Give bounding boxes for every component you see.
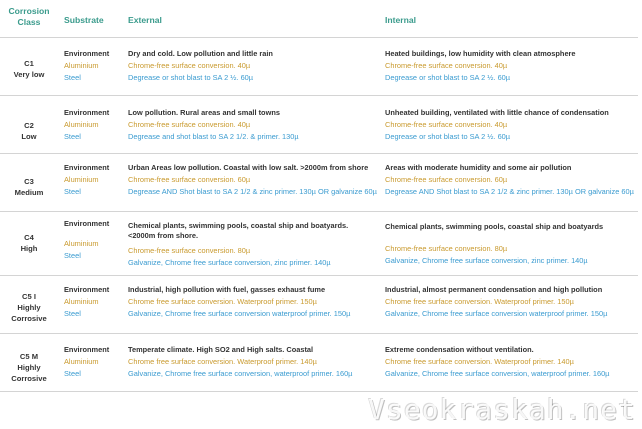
class-code: C5 M — [19, 352, 39, 361]
internal-environment: Unheated building, ventilated with little chance of condensation — [385, 108, 609, 117]
external-environment: Temperate climate. High SO2 and High salts. Coastal — [128, 345, 314, 354]
internal-environment: Industrial, almost permanent condensation and high pollution — [385, 285, 603, 294]
internal-steel: Galvanize, Chrome free surface conversion, waterproof primer. 160µ — [385, 369, 610, 378]
internal-steel: Galvanize, Chrome free surface conversion waterproof primer. 150µ — [385, 309, 608, 318]
class-code: C2 — [24, 121, 34, 130]
class-level: Highly — [17, 303, 41, 312]
internal-cell — [385, 48, 640, 84]
external-cell — [128, 48, 378, 84]
external-steel: Galvanize, Chrome free surface conversion, waterproof primer. 160µ — [128, 369, 353, 378]
substrate-cell — [64, 218, 124, 262]
class-code: C4 — [24, 233, 34, 242]
substrate-steel: Steel — [64, 187, 81, 196]
substrate-cell — [64, 162, 124, 198]
watermark: Vseokraskah.net — [368, 393, 636, 426]
substrate-environment: Environment — [64, 163, 110, 172]
external-steel: Galvanize, Chrome free surface conversion waterproof primer. 150µ — [128, 309, 351, 318]
class-cell — [0, 232, 58, 254]
external-environment: Industrial, high pollution with fuel, gasses exhaust fume — [128, 285, 326, 294]
header-corrosion-class: Corrosion Class — [8, 6, 50, 27]
internal-steel: Degrease AND Shot blast to SA 2 1/2 & zinc primer. 130µ OR galvanize 60µ — [385, 187, 634, 196]
substrate-cell — [64, 284, 124, 320]
external-aluminium: Chrome-free surface conversion. 60µ — [128, 175, 251, 184]
class-level: Medium — [14, 188, 44, 197]
external-cell — [128, 162, 378, 198]
external-aluminium: Chrome free surface conversion. Waterproof primer. 140µ — [128, 357, 317, 366]
table-row — [0, 96, 642, 154]
internal-cell — [385, 162, 640, 198]
substrate-steel: Steel — [64, 251, 81, 260]
table-row — [0, 212, 642, 276]
internal-aluminium: Chrome-free surface conversion. 40µ — [385, 61, 508, 70]
substrate-environment: Environment — [64, 345, 110, 354]
external-environment: Dry and cold. Low pollution and little rain — [128, 49, 273, 58]
substrate-aluminium: Aluminium — [64, 239, 99, 248]
row-divider — [0, 391, 638, 392]
external-environment: Low pollution. Rural areas and small towns — [128, 108, 280, 117]
class-level: Very low — [13, 70, 45, 79]
internal-aluminium: Chrome-free surface conversion. 80µ — [385, 244, 508, 253]
external-cell — [128, 221, 378, 269]
external-aluminium: Chrome-free surface conversion. 40µ — [128, 120, 251, 129]
internal-cell — [385, 221, 640, 267]
internal-aluminium: Chrome free surface conversion. Waterproof primer. 140µ — [385, 357, 574, 366]
external-steel: Degrease or shot blast to SA 2 ½. 60µ — [128, 73, 254, 82]
substrate-steel: Steel — [64, 132, 81, 141]
class-code: C1 — [24, 59, 34, 68]
substrate-environment: Environment — [64, 49, 110, 58]
substrate-aluminium: Aluminium — [64, 357, 99, 366]
class-cell — [0, 120, 58, 142]
class-level: High — [20, 244, 38, 253]
external-aluminium: Chrome free surface conversion. Waterproof primer. 150µ — [128, 297, 317, 306]
internal-cell — [385, 284, 640, 320]
internal-aluminium: Chrome-free surface conversion. 60µ — [385, 175, 508, 184]
external-aluminium: Chrome-free surface conversion. 40µ — [128, 61, 251, 70]
substrate-aluminium: Aluminium — [64, 175, 99, 184]
header-substrate: Substrate — [64, 15, 104, 25]
internal-environment: Chemical plants, swimming pools, coastal ship and boatyards — [385, 222, 604, 231]
internal-steel: Galvanize, Chrome free surface conversion, zinc primer. 140µ — [385, 256, 588, 265]
class-level: Highly — [17, 363, 41, 372]
external-cell — [128, 284, 378, 320]
table-row — [0, 334, 642, 392]
internal-steel: Degrease or shot blast to SA 2 ½. 60µ — [385, 132, 511, 141]
substrate-cell — [64, 107, 124, 143]
header-external: External — [128, 15, 162, 25]
table-row — [0, 154, 642, 212]
class-code: C3 — [24, 177, 34, 186]
substrate-steel: Steel — [64, 309, 81, 318]
substrate-cell — [64, 48, 124, 84]
header-internal: Internal — [385, 15, 417, 25]
substrate-aluminium: Aluminium — [64, 61, 99, 70]
substrate-cell — [64, 344, 124, 380]
class-level-2: Corrosive — [11, 374, 47, 383]
internal-steel: Degrease or shot blast to SA 2 ½. 60µ — [385, 73, 511, 82]
internal-aluminium: Chrome free surface conversion. Waterproof primer. 150µ — [385, 297, 574, 306]
external-cell — [128, 344, 378, 380]
table-header — [0, 0, 642, 38]
external-environment: Chemical plants, swimming pools, coastal ship and boatyards. <2000m from shore. — [128, 221, 349, 240]
class-cell — [0, 291, 58, 324]
class-level: Low — [21, 132, 37, 141]
substrate-environment: Environment — [64, 108, 110, 117]
internal-environment: Heated buildings, low humidity with clean atmosphere — [385, 49, 576, 58]
external-steel: Degrease and shot blast to SA 2 1/2. & primer. 130µ — [128, 132, 299, 141]
substrate-environment: Environment — [64, 219, 110, 228]
class-cell — [0, 58, 58, 80]
substrate-aluminium: Aluminium — [64, 297, 99, 306]
internal-cell — [385, 344, 640, 380]
external-aluminium: Chrome-free surface conversion. 80µ — [128, 246, 251, 255]
internal-cell — [385, 107, 640, 143]
substrate-steel: Steel — [64, 73, 81, 82]
class-level-2: Corrosive — [11, 314, 47, 323]
substrate-aluminium: Aluminium — [64, 120, 99, 129]
internal-environment: Areas with moderate humidity and some air pollution — [385, 163, 572, 172]
class-cell — [0, 351, 58, 384]
internal-environment: Extreme condensation without ventilation. — [385, 345, 534, 354]
external-steel: Degrease AND Shot blast to SA 2 1/2 & zinc primer. 130µ OR galvanize 60µ — [128, 187, 377, 196]
external-steel: Galvanize, Chrome free surface conversion, zinc primer. 140µ — [128, 258, 331, 267]
external-environment: Urban Areas low pollution. Coastal with low salt. >2000m from shore — [128, 163, 369, 172]
class-code: C5 I — [22, 292, 36, 301]
class-cell — [0, 176, 58, 198]
substrate-environment: Environment — [64, 285, 110, 294]
table-row — [0, 38, 642, 96]
substrate-steel: Steel — [64, 369, 81, 378]
external-cell — [128, 107, 378, 143]
internal-aluminium: Chrome-free surface conversion. 40µ — [385, 120, 508, 129]
table-row — [0, 276, 642, 334]
